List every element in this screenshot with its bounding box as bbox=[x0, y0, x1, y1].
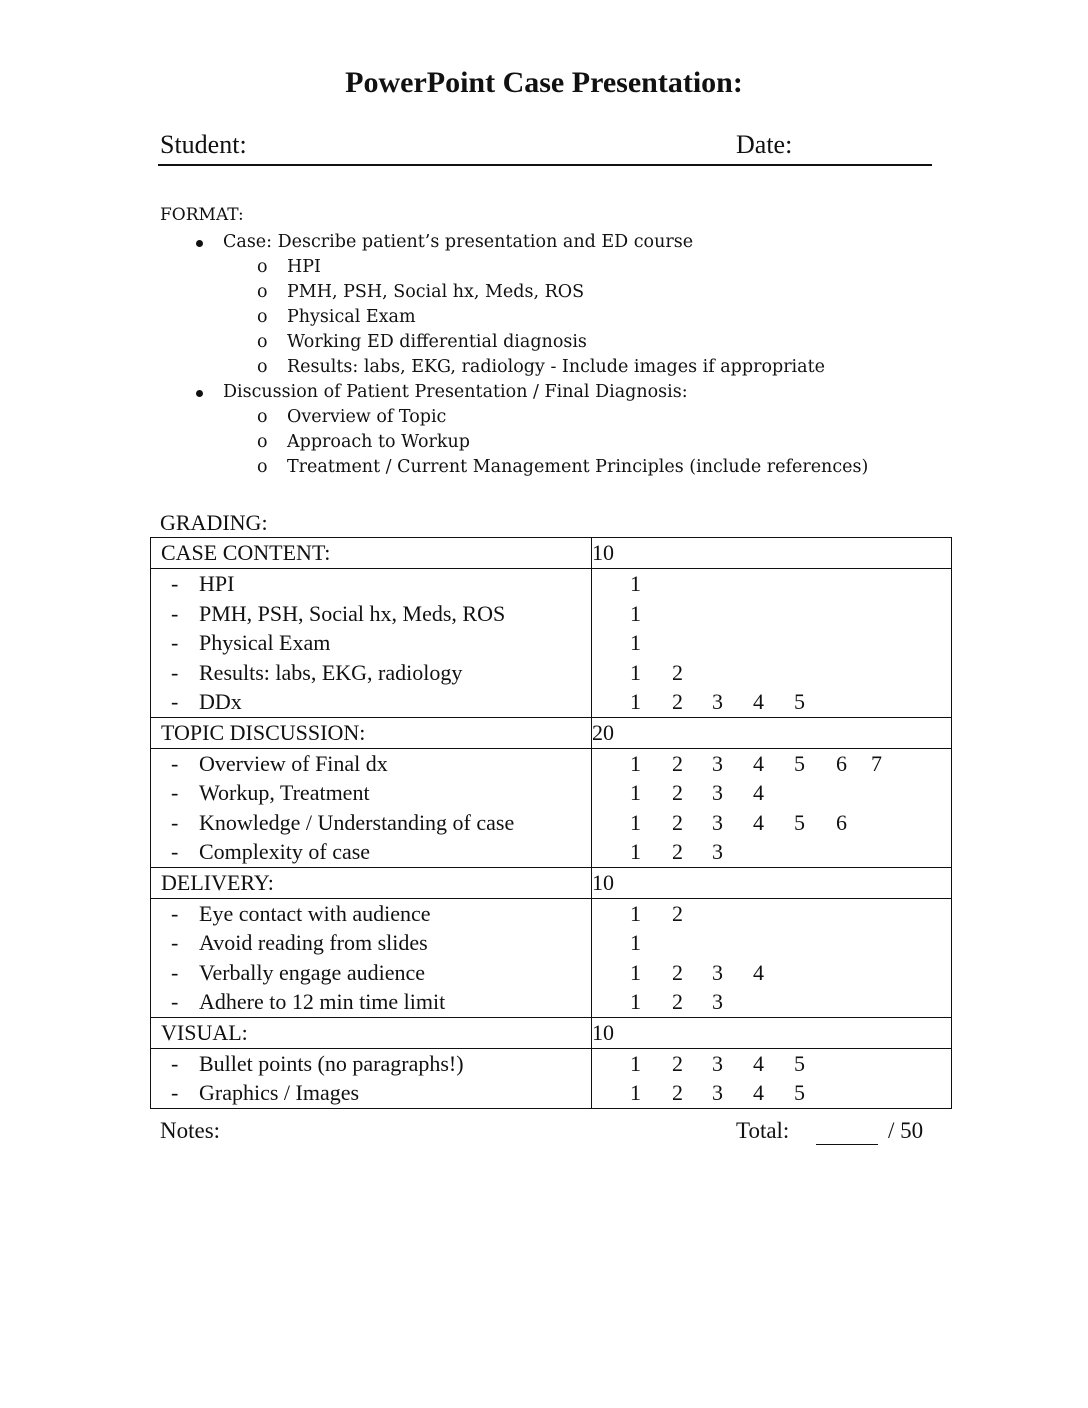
total-field bbox=[736, 1118, 924, 1144]
criterion-text: Results: labs, EKG, radiology bbox=[199, 659, 463, 685]
score-option: 3 bbox=[712, 1050, 724, 1076]
page-title: PowerPoint Case Presentation: bbox=[345, 66, 743, 99]
criterion-scores bbox=[592, 749, 951, 779]
score-option: 1 bbox=[630, 780, 642, 805]
criterion-scores bbox=[592, 808, 951, 838]
criterion-scores bbox=[592, 1078, 951, 1108]
section-items-row bbox=[151, 898, 952, 1017]
score-option: 1 bbox=[630, 1080, 642, 1105]
items-cell bbox=[151, 1048, 592, 1108]
section-points-cell bbox=[592, 538, 952, 569]
format-subitem bbox=[190, 405, 950, 430]
format-subitem-text: Treatment / Current Management Principles (include references) bbox=[287, 457, 869, 477]
section-label-cell bbox=[151, 867, 592, 898]
format-subitem bbox=[190, 305, 950, 330]
criterion-item bbox=[151, 808, 591, 838]
format-subitem bbox=[190, 455, 950, 480]
format-bullet bbox=[190, 230, 950, 255]
score-option: 2 bbox=[672, 780, 684, 805]
format-bullet-text: Case: Describe patient’s presentation and ED course bbox=[223, 232, 694, 252]
items-cell bbox=[151, 898, 592, 1017]
score-option: 2 bbox=[672, 809, 684, 835]
criterion-item bbox=[151, 1049, 591, 1079]
criterion-text: Verbally engage audience bbox=[199, 959, 425, 985]
sub-bullet-marker: o bbox=[257, 357, 268, 377]
criterion-text: Eye contact with audience bbox=[199, 900, 431, 926]
criterion-dash: - bbox=[171, 959, 179, 985]
score-option: 3 bbox=[712, 989, 724, 1014]
score-option: 2 bbox=[672, 750, 684, 776]
format-subitem-text: HPI bbox=[287, 257, 321, 277]
criterion-dash: - bbox=[171, 659, 179, 685]
sub-bullet-marker: o bbox=[257, 282, 268, 302]
criterion-scores bbox=[592, 569, 951, 599]
section-header-row bbox=[151, 867, 952, 898]
score-option: 5 bbox=[794, 809, 806, 835]
score-option: 1 bbox=[630, 750, 642, 776]
format-label: FORMAT: bbox=[160, 205, 244, 225]
score-option: 4 bbox=[753, 959, 765, 985]
criterion-dash: - bbox=[171, 839, 179, 864]
grading-table bbox=[150, 537, 952, 1109]
criterion-dash: - bbox=[171, 930, 179, 955]
criterion-dash: - bbox=[171, 1080, 179, 1105]
criterion-scores bbox=[592, 987, 951, 1017]
score-option: 5 bbox=[794, 1080, 806, 1105]
score-option: 1 bbox=[630, 930, 642, 955]
score-option: 4 bbox=[753, 1050, 765, 1076]
score-option: 3 bbox=[712, 839, 724, 864]
score-option: 2 bbox=[672, 900, 684, 926]
sub-bullet-marker: o bbox=[257, 432, 268, 452]
notes-label: Notes: bbox=[160, 1118, 221, 1143]
criterion-dash: - bbox=[171, 809, 179, 835]
criterion-scores bbox=[592, 958, 951, 988]
format-subitem bbox=[190, 330, 950, 355]
sub-bullet-marker: o bbox=[257, 332, 268, 352]
criterion-text: PMH, PSH, Social hx, Meds, ROS bbox=[199, 600, 506, 626]
section-label-cell bbox=[151, 717, 592, 748]
criterion-dash: - bbox=[171, 989, 179, 1014]
format-bullet bbox=[190, 380, 950, 405]
student-label: Student: bbox=[160, 130, 247, 159]
section-label-cell bbox=[151, 1017, 592, 1048]
format-subitem-text: Approach to Workup bbox=[287, 432, 470, 452]
score-option: 1 bbox=[630, 839, 642, 864]
criterion-text: Bullet points (no paragraphs!) bbox=[199, 1050, 464, 1076]
criterion-item bbox=[151, 958, 591, 988]
format-subitem-text: PMH, PSH, Social hx, Meds, ROS bbox=[287, 282, 585, 302]
section-label-text: DELIVERY: bbox=[161, 869, 274, 895]
score-option: 1 bbox=[630, 689, 642, 714]
score-option: 1 bbox=[630, 659, 642, 685]
criterion-item bbox=[151, 899, 591, 929]
scores-cell bbox=[592, 569, 952, 718]
section-items-row bbox=[151, 1048, 952, 1108]
score-option: 5 bbox=[794, 750, 806, 776]
criterion-item bbox=[151, 569, 591, 599]
format-subitem bbox=[190, 280, 950, 305]
items-cell bbox=[151, 748, 592, 867]
scores-cell bbox=[592, 1048, 952, 1108]
criterion-item bbox=[151, 987, 591, 1017]
criterion-dash: - bbox=[171, 630, 179, 655]
section-items-row bbox=[151, 748, 952, 867]
section-header-row bbox=[151, 538, 952, 569]
score-option: 4 bbox=[753, 750, 765, 776]
criterion-scores bbox=[592, 1049, 951, 1079]
score-option: 5 bbox=[794, 689, 806, 714]
format-list bbox=[190, 230, 950, 480]
score-option: 6 bbox=[836, 750, 848, 776]
score-option: 4 bbox=[753, 809, 765, 835]
section-points: 20 bbox=[592, 719, 615, 745]
format-subitem bbox=[190, 255, 950, 280]
section-items-row bbox=[151, 569, 952, 718]
criterion-text: Adhere to 12 min time limit bbox=[199, 989, 446, 1014]
score-option: 1 bbox=[630, 571, 642, 596]
criterion-text: Graphics / Images bbox=[199, 1080, 360, 1105]
criterion-dash: - bbox=[171, 600, 179, 626]
criterion-dash: - bbox=[171, 689, 179, 714]
criterion-item bbox=[151, 628, 591, 658]
score-option: 1 bbox=[630, 989, 642, 1014]
sub-bullet-marker: o bbox=[257, 257, 268, 277]
score-option: 2 bbox=[672, 839, 684, 864]
score-option: 5 bbox=[794, 1050, 806, 1076]
criterion-dash: - bbox=[171, 900, 179, 926]
criterion-item bbox=[151, 687, 591, 717]
criterion-scores bbox=[592, 658, 951, 688]
section-label-text: VISUAL: bbox=[161, 1019, 248, 1045]
sub-bullet-marker: o bbox=[257, 407, 268, 427]
criterion-scores bbox=[592, 628, 951, 658]
section-points-cell bbox=[592, 717, 952, 748]
criterion-dash: - bbox=[171, 571, 179, 596]
score-option: 3 bbox=[712, 1080, 724, 1105]
score-option: 2 bbox=[672, 689, 684, 714]
format-subitem-text: Results: labs, EKG, radiology - Include images if appropriate bbox=[287, 357, 825, 377]
criterion-text: Knowledge / Understanding of case bbox=[199, 809, 515, 835]
score-option: 6 bbox=[836, 809, 848, 835]
bullet-dot-icon bbox=[196, 390, 203, 397]
sub-bullet-marker: o bbox=[257, 307, 268, 327]
score-option: 1 bbox=[630, 900, 642, 926]
criterion-item bbox=[151, 749, 591, 779]
criterion-scores bbox=[592, 599, 951, 629]
criterion-text: DDx bbox=[199, 689, 242, 714]
criterion-item bbox=[151, 599, 591, 629]
format-subitem bbox=[190, 430, 950, 455]
scores-cell bbox=[592, 898, 952, 1017]
score-option: 2 bbox=[672, 959, 684, 985]
format-subitem-text: Working ED differential diagnosis bbox=[287, 332, 587, 352]
grading-label: GRADING: bbox=[160, 510, 268, 535]
section-label-text: TOPIC DISCUSSION: bbox=[161, 719, 366, 745]
score-option: 2 bbox=[672, 1080, 684, 1105]
score-option: 2 bbox=[672, 1050, 684, 1076]
criterion-scores bbox=[592, 928, 951, 958]
scores-cell bbox=[592, 748, 952, 867]
criterion-scores bbox=[592, 837, 951, 867]
score-option: 2 bbox=[672, 659, 684, 685]
section-points-cell bbox=[592, 1017, 952, 1048]
section-points: 10 bbox=[592, 869, 615, 895]
total-label: Total: bbox=[736, 1118, 790, 1143]
criterion-text: Avoid reading from slides bbox=[199, 930, 428, 955]
score-option: 1 bbox=[630, 1050, 642, 1076]
score-option: 3 bbox=[712, 809, 724, 835]
criterion-item bbox=[151, 658, 591, 688]
section-label bbox=[151, 538, 591, 568]
section-header-row bbox=[151, 1017, 952, 1048]
criterion-dash: - bbox=[171, 780, 179, 805]
criterion-dash: - bbox=[171, 750, 179, 776]
criterion-item bbox=[151, 928, 591, 958]
score-option: 4 bbox=[753, 1080, 765, 1105]
section-label bbox=[151, 868, 591, 898]
score-option: 1 bbox=[630, 630, 642, 655]
score-option: 3 bbox=[712, 780, 724, 805]
score-option: 1 bbox=[630, 959, 642, 985]
date-label: Date: bbox=[736, 130, 793, 159]
score-option: 1 bbox=[630, 600, 642, 626]
criterion-item bbox=[151, 778, 591, 808]
criterion-item bbox=[151, 837, 591, 867]
section-label bbox=[151, 1018, 591, 1048]
format-subitem bbox=[190, 355, 950, 380]
criterion-scores bbox=[592, 687, 951, 717]
format-subitem-text: Overview of Topic bbox=[287, 407, 447, 427]
criterion-dash: - bbox=[171, 1050, 179, 1076]
format-subitem-text: Physical Exam bbox=[287, 307, 416, 327]
format-bullet-text: Discussion of Patient Presentation / Final Diagnosis: bbox=[223, 382, 688, 402]
score-option: 3 bbox=[712, 689, 724, 714]
criterion-text: HPI bbox=[199, 571, 235, 596]
score-option: 4 bbox=[753, 689, 765, 714]
criterion-scores bbox=[592, 778, 951, 808]
section-points: 10 bbox=[592, 1019, 615, 1045]
score-option: 3 bbox=[712, 750, 724, 776]
total-blank bbox=[816, 1144, 878, 1145]
criterion-item bbox=[151, 1078, 591, 1108]
student-date-line bbox=[158, 130, 932, 166]
score-option: 7 bbox=[871, 750, 883, 776]
section-label-text: CASE CONTENT: bbox=[161, 540, 331, 565]
criterion-text: Overview of Final dx bbox=[199, 750, 388, 776]
sub-bullet-marker: o bbox=[257, 457, 268, 477]
total-max: / 50 bbox=[888, 1118, 924, 1143]
section-label bbox=[151, 718, 591, 748]
section-label-cell bbox=[151, 538, 592, 569]
score-option: 2 bbox=[672, 989, 684, 1014]
score-option: 1 bbox=[630, 809, 642, 835]
score-option: 3 bbox=[712, 959, 724, 985]
section-header-row bbox=[151, 717, 952, 748]
section-points-cell bbox=[592, 867, 952, 898]
section-points: 10 bbox=[592, 540, 615, 565]
items-cell bbox=[151, 569, 592, 718]
score-option: 4 bbox=[753, 780, 765, 805]
criterion-text: Workup, Treatment bbox=[199, 780, 370, 805]
bullet-dot-icon bbox=[196, 240, 203, 247]
criterion-text: Physical Exam bbox=[199, 630, 331, 655]
criterion-scores bbox=[592, 899, 951, 929]
criterion-text: Complexity of case bbox=[199, 839, 371, 864]
